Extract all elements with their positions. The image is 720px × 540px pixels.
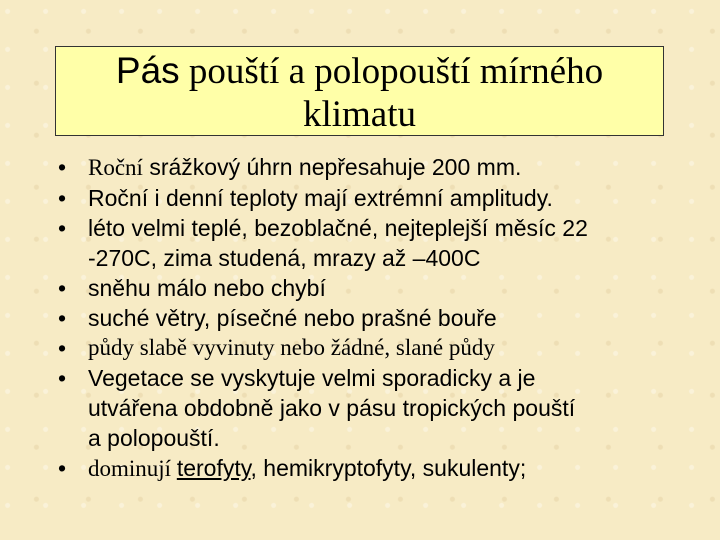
bullet-marker: •	[58, 335, 67, 361]
bullet-text: suché větry, písečné nebo prašné bouře	[88, 305, 497, 331]
bullet-list	[58, 152, 708, 484]
slide-title-line2: klimatu	[302, 94, 417, 135]
slide-title-line1	[56, 49, 663, 94]
list-item	[58, 453, 708, 484]
title-word-pas: Pás	[115, 50, 180, 91]
slide-title-box	[55, 46, 664, 136]
bullet-marker: •	[58, 215, 67, 241]
bullet-text: srážkový úhrn nepřesahuje 200 mm.	[142, 154, 522, 180]
list-item	[58, 152, 708, 183]
bullet-marker: •	[58, 305, 67, 331]
title-rest: pouští a polopouští mírného	[179, 51, 604, 92]
bullet-marker: •	[58, 154, 67, 180]
bullet-text-line1: léto velmi teplé, bezoblačné, nejteplejší měsíc 22	[88, 215, 588, 241]
bullet-marker: •	[58, 185, 67, 211]
list-item	[58, 363, 708, 453]
list-item	[58, 303, 708, 333]
bullet-text-line1: Vegetace se vyskytuje velmi sporadicky a je	[88, 365, 536, 391]
list-item	[58, 333, 708, 363]
terofyty-link[interactable]: terofyty	[176, 455, 251, 481]
bullet-text-serif: půdy slabě vyvinuty nebo žádné, slané půdy	[88, 335, 495, 360]
bullet-marker: •	[58, 365, 67, 391]
bullet-text: Roční i denní teploty mají extrémní amplitudy.	[88, 185, 553, 211]
bullet-text-line2: utvářena obdobně jako v pásu tropických pouští	[88, 395, 576, 421]
bullet-text: sněhu málo nebo chybí	[88, 275, 326, 301]
bullet-text: , hemikryptofyty, sukulenty;	[250, 455, 527, 481]
list-item	[58, 273, 708, 303]
list-item	[58, 213, 708, 273]
bullet-text-line2: -270C, zima studená, mrazy až –400C	[88, 245, 481, 271]
bullet-marker: •	[58, 275, 67, 301]
bullet-text-serif: dominují	[88, 456, 177, 481]
bullet-text-serif: Roční	[88, 155, 143, 180]
list-item	[58, 183, 708, 213]
bullet-marker: •	[58, 455, 67, 481]
bullet-text-line3: a polopouští.	[88, 425, 220, 451]
